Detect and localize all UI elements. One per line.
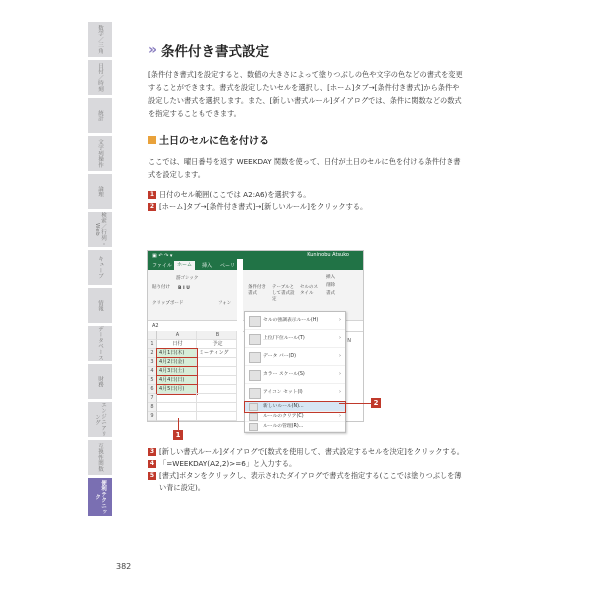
menu-item[interactable]: [245, 402, 345, 412]
tab-file[interactable]: ファイル: [152, 263, 172, 269]
side-tab: 互換性関数: [88, 440, 112, 475]
font-name-box[interactable]: 游ゴシック: [176, 276, 199, 281]
menu-item-label: ルールの管理(R)...: [263, 424, 304, 429]
cell-b[interactable]: ミーティング: [197, 349, 237, 358]
cell-a[interactable]: 4月3日(土): [157, 367, 197, 376]
name-box[interactable]: A2: [152, 323, 159, 329]
menu-item[interactable]: [245, 312, 345, 330]
tab-page[interactable]: ペーリ: [220, 263, 236, 269]
side-tab: キューブ: [88, 250, 112, 285]
menu-item-label: 新しいルール(N)...: [263, 404, 304, 409]
menu-item[interactable]: [245, 422, 345, 432]
step-number-badge: 4: [149, 460, 155, 467]
format-button[interactable]: 書式: [326, 291, 335, 296]
step-text: 日付のセル範囲(ここでは A2:A6)を選択する。: [159, 190, 311, 199]
step-number-badge: 3: [149, 448, 155, 455]
side-tab: 統計: [88, 98, 112, 133]
page-title: [148, 40, 466, 60]
step-text: [書式]ボタンをクリックし、表示されたダイアログで書式を指定する(ここでは塗りつぶしを薄い青に設定)。: [159, 471, 462, 492]
steps-list-b: [148, 446, 466, 494]
step-item: [148, 470, 466, 494]
side-tab: 論理: [88, 174, 112, 209]
step-item: [148, 458, 466, 470]
side-tab: 数学／三角: [88, 22, 112, 57]
cell-style-button[interactable]: セルのスタイル: [300, 285, 318, 296]
cell-b[interactable]: 予定: [197, 340, 237, 349]
side-tab: 日付／時刻: [88, 60, 112, 95]
menu-item[interactable]: [245, 330, 345, 348]
cell-a[interactable]: 4月4日(日): [157, 376, 197, 385]
row-header[interactable]: 6: [148, 385, 157, 394]
callout-2-leader: [339, 403, 371, 404]
step-text: [ホーム]タブ→[条件付き書式]→[新しいルール]をクリックする。: [159, 202, 368, 211]
menu-item-icon: [249, 370, 261, 381]
delete-button[interactable]: 削除: [326, 283, 335, 288]
conditional-format-button[interactable]: 条件付き書式: [248, 285, 266, 296]
callout-2: 2: [371, 398, 381, 408]
row-header[interactable]: 3: [148, 358, 157, 367]
row-header[interactable]: 2: [148, 349, 157, 358]
row-header[interactable]: 4: [148, 367, 157, 376]
step-number-badge: 5: [149, 472, 155, 479]
submenu-arrow-icon: ›: [339, 335, 341, 341]
section-paragraph: ここでは、曜日番号を返す WEEKDAY 関数を使って、日付が土日のセルに色を付ける条件付き書式を設定します。: [148, 157, 461, 179]
menu-item-icon: [249, 413, 258, 421]
cell-b[interactable]: [197, 358, 237, 367]
steps-list-a: [148, 189, 466, 213]
cell-a[interactable]: [157, 394, 197, 403]
menu-item[interactable]: [245, 412, 345, 422]
submenu-arrow-icon: ›: [339, 353, 341, 359]
tab-insert[interactable]: 挿入: [202, 263, 213, 269]
section-title-text: 土日のセルに色を付ける: [159, 136, 269, 147]
cell-a[interactable]: 4月2日(金): [157, 358, 197, 367]
side-tab: データベース: [88, 326, 112, 361]
cell-b[interactable]: [197, 367, 237, 376]
submenu-arrow-icon: ›: [339, 317, 341, 323]
callout-1-leader: [178, 418, 179, 430]
quick-access-icons: ▣ ↶ ↷ ▾: [152, 253, 173, 259]
side-tab: 財務: [88, 364, 112, 399]
page-title-text: 条件付き書式設定: [161, 44, 270, 60]
cell-a[interactable]: 4月1日(木): [157, 349, 197, 358]
step-number-badge: 2: [149, 203, 155, 210]
menu-item-icon: [249, 388, 261, 399]
menu-item-icon: [249, 352, 261, 363]
column-n-header: N: [347, 338, 351, 344]
screenshot-tear: [237, 259, 243, 421]
cell-b[interactable]: [197, 394, 237, 403]
main-content: [148, 40, 466, 213]
side-tab: エンジニアリング: [88, 402, 112, 437]
bold-italic-underline[interactable]: B I U: [178, 286, 190, 291]
steps-b-wrapper: [148, 446, 466, 494]
side-index: [88, 22, 112, 519]
menu-item-label: セルの強調表示ルール(H): [263, 318, 319, 323]
tab-home[interactable]: ホーム: [174, 261, 195, 270]
menu-item-label: データ バー(D): [263, 354, 296, 359]
column-b-header[interactable]: B: [197, 331, 237, 340]
menu-item-label: ルールのクリア(C): [263, 414, 304, 419]
side-tab: 文字列操作: [88, 136, 112, 171]
cell-a[interactable]: [157, 403, 197, 412]
page-number: 382: [116, 562, 132, 571]
cell-b[interactable]: [197, 376, 237, 385]
step-text: 「=WEEKDAY(A2,2)>=6」と入力する。: [159, 459, 297, 468]
insert-button[interactable]: 挿入: [326, 275, 335, 280]
menu-item-icon: [249, 423, 258, 431]
menu-item-label: カラー スケール(S): [263, 372, 305, 377]
step-item: [148, 201, 466, 213]
cell-b[interactable]: [197, 403, 237, 412]
menu-item-label: 上位/下位ルール(T): [263, 336, 305, 341]
cell-b[interactable]: [197, 385, 237, 394]
side-tab: 検索／行列・Web: [88, 212, 112, 247]
excel-screenshot: [147, 250, 364, 429]
menu-item-label: アイコン セット(I): [263, 390, 303, 395]
section-title: [148, 132, 466, 147]
paste-button[interactable]: 貼り付け: [152, 285, 170, 290]
step-item: [148, 446, 466, 458]
submenu-arrow-icon: ›: [339, 389, 341, 395]
row-header[interactable]: 8: [148, 403, 157, 412]
submenu-arrow-icon: ›: [339, 371, 341, 377]
table-format-button[interactable]: テーブルとして書式設定: [272, 285, 295, 302]
row-header[interactable]: 7: [148, 394, 157, 403]
corner-cell: [148, 331, 157, 340]
menu-item[interactable]: [245, 366, 345, 384]
column-a-header[interactable]: A: [157, 331, 197, 340]
section-marker-icon: [148, 136, 156, 144]
cell-a[interactable]: 日付: [157, 340, 197, 349]
ribbon-tabs: [148, 261, 363, 270]
step-text: [新しい書式ルール]ダイアログで[数式を使用して、書式設定するセルを決定]をクリックする。: [159, 447, 464, 456]
callout-1: 1: [173, 430, 183, 440]
side-tab: 情報: [88, 288, 112, 323]
side-tab: 便利テクニック: [88, 478, 112, 516]
row-header[interactable]: 1: [148, 340, 157, 349]
clipboard-group-label: クリップボード: [152, 301, 184, 306]
excel-title-bar: [148, 251, 363, 261]
menu-item-icon: [249, 334, 261, 345]
cell-b[interactable]: [197, 412, 237, 421]
user-name: Kuninobu Atsuko: [307, 252, 349, 258]
menu-item-icon: [249, 403, 258, 411]
font-group-label: フォン: [218, 301, 232, 306]
menu-item-icon: [249, 316, 261, 327]
cell-a[interactable]: 4月5日(月): [157, 385, 197, 394]
conditional-format-menu: [244, 311, 346, 433]
cell-a[interactable]: [157, 412, 197, 421]
step-item: [148, 189, 466, 201]
row-header[interactable]: 9: [148, 412, 157, 421]
submenu-arrow-icon: ›: [339, 413, 341, 419]
row-header[interactable]: 5: [148, 376, 157, 385]
menu-item[interactable]: [245, 384, 345, 402]
title-mark: »: [148, 42, 158, 58]
intro-paragraph: [条件付き書式]を設定すると、数値の大きさによって塗りつぶしの色や文字の色などの書式を変更することができます。書式を設定したいセルを選択し、[ホーム]タブ→[条件付き書式]から条件や設定したい書式を選択します。また、[新しい書式ルール]ダイアログでは、条件に関数などの数式を指定することもできます。: [148, 70, 463, 118]
step-number-badge: 1: [149, 191, 155, 198]
menu-item[interactable]: [245, 348, 345, 366]
